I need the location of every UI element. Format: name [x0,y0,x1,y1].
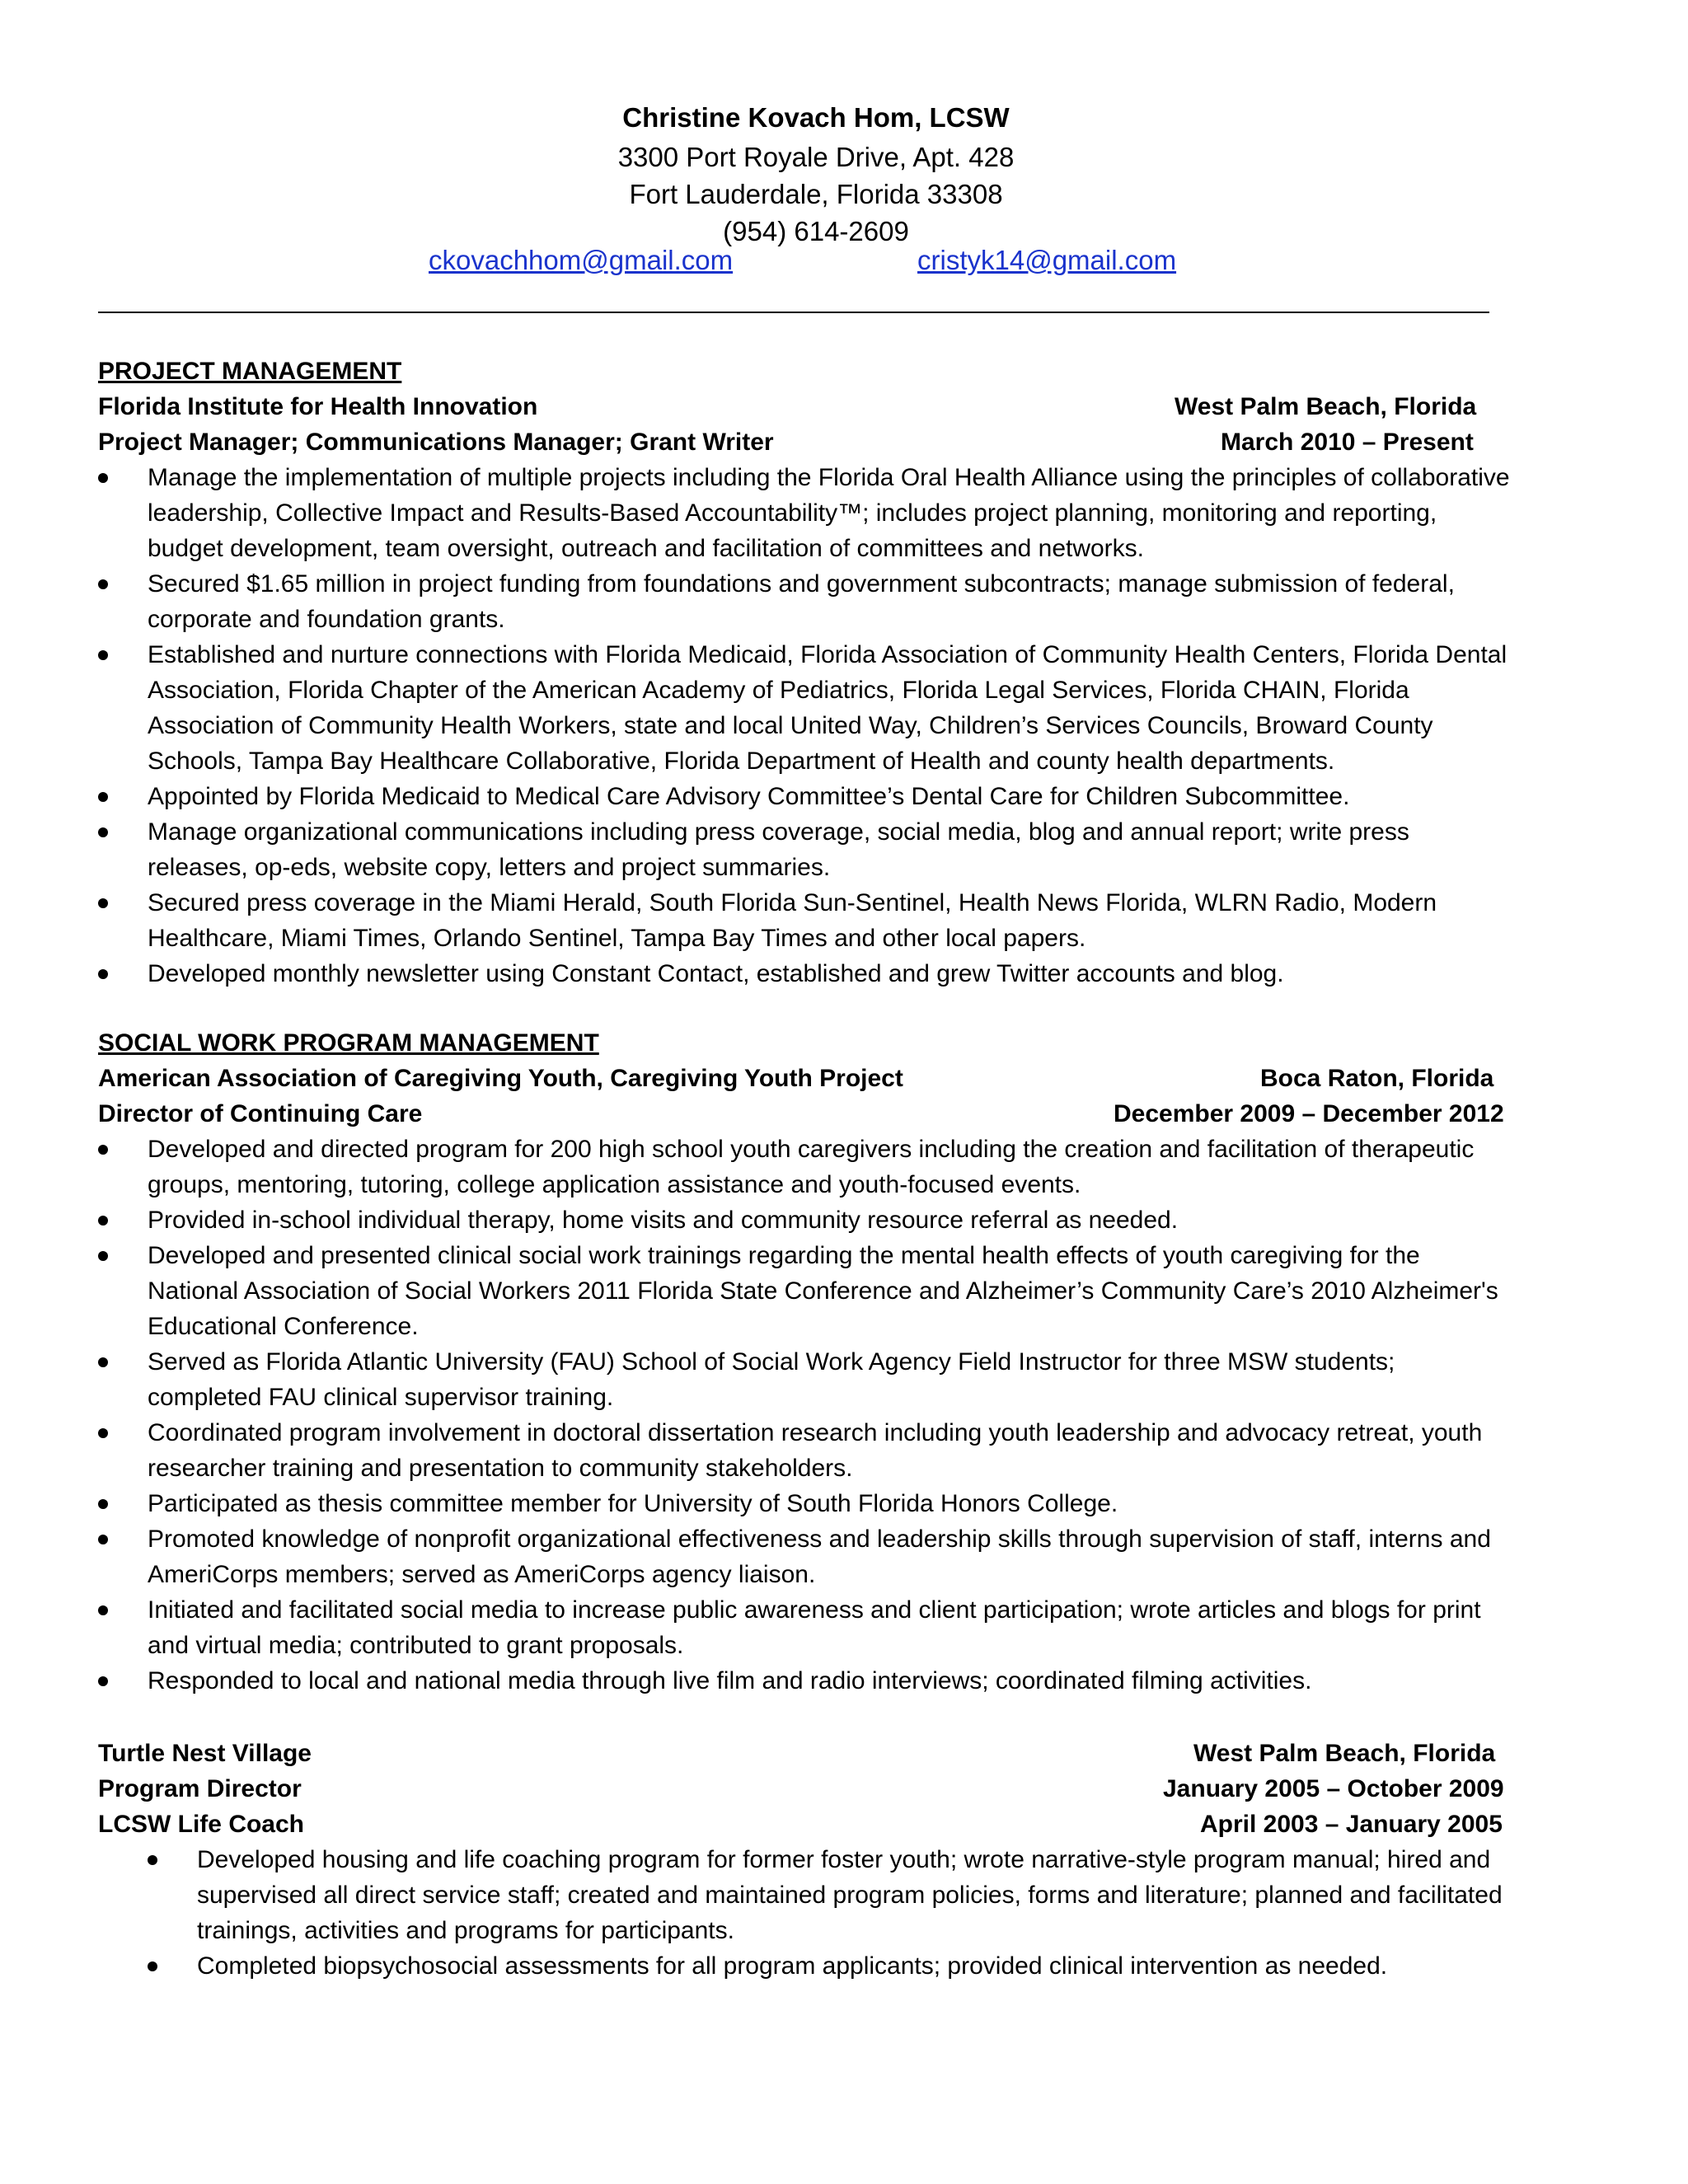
bullet-text: Completed biopsychosocial assessments for all program applicants; provided clinical intervention as needed. [197,1952,1388,1980]
section-heading: SOCIAL WORK PROGRAM MANAGEMENT [98,1029,599,1057]
bullet-icon [98,1216,108,1226]
address-line-1: 3300 Port Royale Drive, Apt. 428 [617,142,1015,172]
job-title: Program Director [98,1775,302,1802]
bullet-icon [98,650,108,660]
bullet-text: Secured $1.65 million in project funding from foundations and government subcontracts; manage submission of federal, corporate and foundation grants. [148,570,1455,633]
candidate-name: Christine Kovach Hom, LCSW [622,102,1010,133]
bullet-icon [98,1499,108,1509]
section-heading: PROJECT MANAGEMENT [98,358,402,385]
list-item [98,637,1516,779]
bullet-text: Participated as thesis committee member for University of South Florida Honors College. [148,1490,1118,1517]
section-project-management [98,354,1516,991]
bullet-icon [98,579,108,589]
bullet-text: Promoted knowledge of nonprofit organizational effectiveness and leadership skills through supervision of staff, interns and AmeriCorps members; served as AmeriCorps agency liaison. [148,1526,1491,1588]
email-link-primary[interactable]: ckovachhom@gmail.com [429,245,734,275]
section-social-work [98,1026,1516,1699]
list-item [98,1592,1516,1663]
bullet-text: Served as Florida Atlantic University (FAU) School of Social Work Agency Field Instructor for three MSW students; completed FAU clinical supervisor training. [148,1348,1395,1411]
header-divider [98,312,1489,313]
list-item [98,1202,1516,1238]
list-item [98,814,1516,885]
bullet-icon [98,473,108,483]
job-title-row [98,1807,1516,1842]
job-org-row [98,1736,1516,1771]
bullet-icon [98,827,108,837]
job-location: West Palm Beach, Florida [1193,1740,1496,1767]
job-organization: Florida Institute for Health Innovation [98,393,538,420]
bullet-icon [148,1961,157,1971]
job-org-row [98,1061,1516,1096]
bullet-text: Developed and directed program for 200 high school youth caregivers including the creation and facilitation of therapeutic groups, mentoring, tutoring, college application assistance and youth-focused events. [148,1136,1475,1198]
list-item [98,1238,1516,1344]
job-title-row [98,1771,1516,1807]
bullet-text: Manage the implementation of multiple projects including the Florida Oral Health Alliance using the principles of collaborative leadership, Collective Impact and Results-Based Accountability™; includes project planning, monitoring and reporting, budget development, team oversight, outreach and facilitation of committees and networks. [148,464,1510,562]
bullet-icon [148,1855,157,1865]
job-dates: December 2009 – December 2012 [1114,1100,1504,1127]
bullet-list [98,1132,1516,1699]
job-dates: January 2005 – October 2009 [1163,1775,1504,1802]
bullet-text: Initiated and facilitated social media to increase public awareness and client participation; wrote articles and blogs for print and virtual media; contributed to grant proposals. [148,1596,1481,1659]
section-turtle-nest-village [98,1736,1516,1984]
bullet-icon [98,1605,108,1615]
email-link-secondary[interactable]: cristyk14@gmail.com [917,245,1177,275]
job-title-row [98,424,1516,460]
list-item [98,779,1516,814]
list-item [98,1486,1516,1521]
bullet-icon [98,969,108,979]
bullet-list [98,1842,1516,1984]
list-item [98,956,1516,991]
job-organization: American Association of Caregiving Youth, Caregiving Youth Project [98,1065,903,1092]
email-row [0,245,1688,286]
list-item [98,460,1516,566]
bullet-text: Manage organizational communications including press coverage, social media, blog and annual report; write press releases, op-eds, website copy, letters and project summaries. [148,818,1409,881]
bullet-icon [98,792,108,802]
bullet-text: Responded to local and national media through live film and radio interviews; coordinated filming activities. [148,1667,1312,1694]
bullet-text: Developed monthly newsletter using Constant Contact, established and grew Twitter accounts and blog. [148,960,1284,987]
bullet-list [98,460,1516,991]
bullet-icon [98,1428,108,1438]
bullet-icon [98,1251,108,1261]
list-item [98,1415,1516,1486]
bullet-text: Provided in-school individual therapy, home visits and community resource referral as needed. [148,1207,1179,1234]
list-item [98,1132,1516,1202]
contact-header [0,97,1632,250]
bullet-text: Coordinated program involvement in doctoral dissertation research including youth leadership and advocacy retreat, youth researcher training and presentation to community stakeholders. [148,1419,1483,1482]
bullet-text: Established and nurture connections with Florida Medicaid, Florida Association of Community Health Centers, Florida Dental Association, Florida Chapter of the American Academy of Pediatrics, Florida Legal Services, Florida CHAIN, Florida Association of Community Health Workers, state and local United Way, Children’s Services Councils, Broward County Schools, Tampa Bay Healthcare Collaborative, Florida Department of Health and county health departments. [148,641,1507,775]
bullet-text: Developed and presented clinical social work trainings regarding the mental health effects of youth caregiving for the National Association of Social Workers 2011 Florida State Conference and Alzheimer’s Community Care’s 2010 Alzheimer's Educational Conference. [148,1242,1498,1340]
list-item [98,566,1516,637]
address-line-2: Fort Lauderdale, Florida 33308 [629,179,1003,209]
bullet-text: Appointed by Florida Medicaid to Medical Care Advisory Committee’s Dental Care for Children Subcommittee. [148,783,1350,810]
bullet-icon [98,1676,108,1686]
job-title: Project Manager; Communications Manager; Grant Writer [98,429,774,456]
list-item [98,1344,1516,1415]
job-title: Director of Continuing Care [98,1100,423,1127]
list-item [98,1842,1516,1948]
list-item [98,885,1516,956]
phone-number: (954) 614-2609 [723,216,909,246]
job-title: LCSW Life Coach [98,1811,305,1838]
job-dates: April 2003 – January 2005 [1200,1811,1503,1838]
job-title-row [98,1096,1516,1132]
list-item [98,1663,1516,1699]
list-item [98,1521,1516,1592]
bullet-icon [98,1357,108,1367]
bullet-text: Developed housing and life coaching program for former foster youth; wrote narrative-style program manual; hired and supervised all direct service staff; created and maintained program policies, forms and literature; planned and facilitated trainings, activities and programs for participants. [197,1846,1503,1944]
job-dates: March 2010 – Present [1221,429,1474,456]
job-organization: Turtle Nest Village [98,1740,312,1767]
bullet-icon [98,898,108,908]
bullet-icon [98,1145,108,1155]
job-location: Boca Raton, Florida [1260,1065,1494,1092]
job-location: West Palm Beach, Florida [1175,393,1477,420]
job-org-row [98,389,1516,424]
bullet-icon [98,1535,108,1544]
bullet-text: Secured press coverage in the Miami Herald, South Florida Sun-Sentinel, Health News Florida, WLRN Radio, Modern Healthcare, Miami Times, Orlando Sentinel, Tampa Bay Times and other local papers. [148,889,1437,952]
list-item [98,1948,1516,1984]
